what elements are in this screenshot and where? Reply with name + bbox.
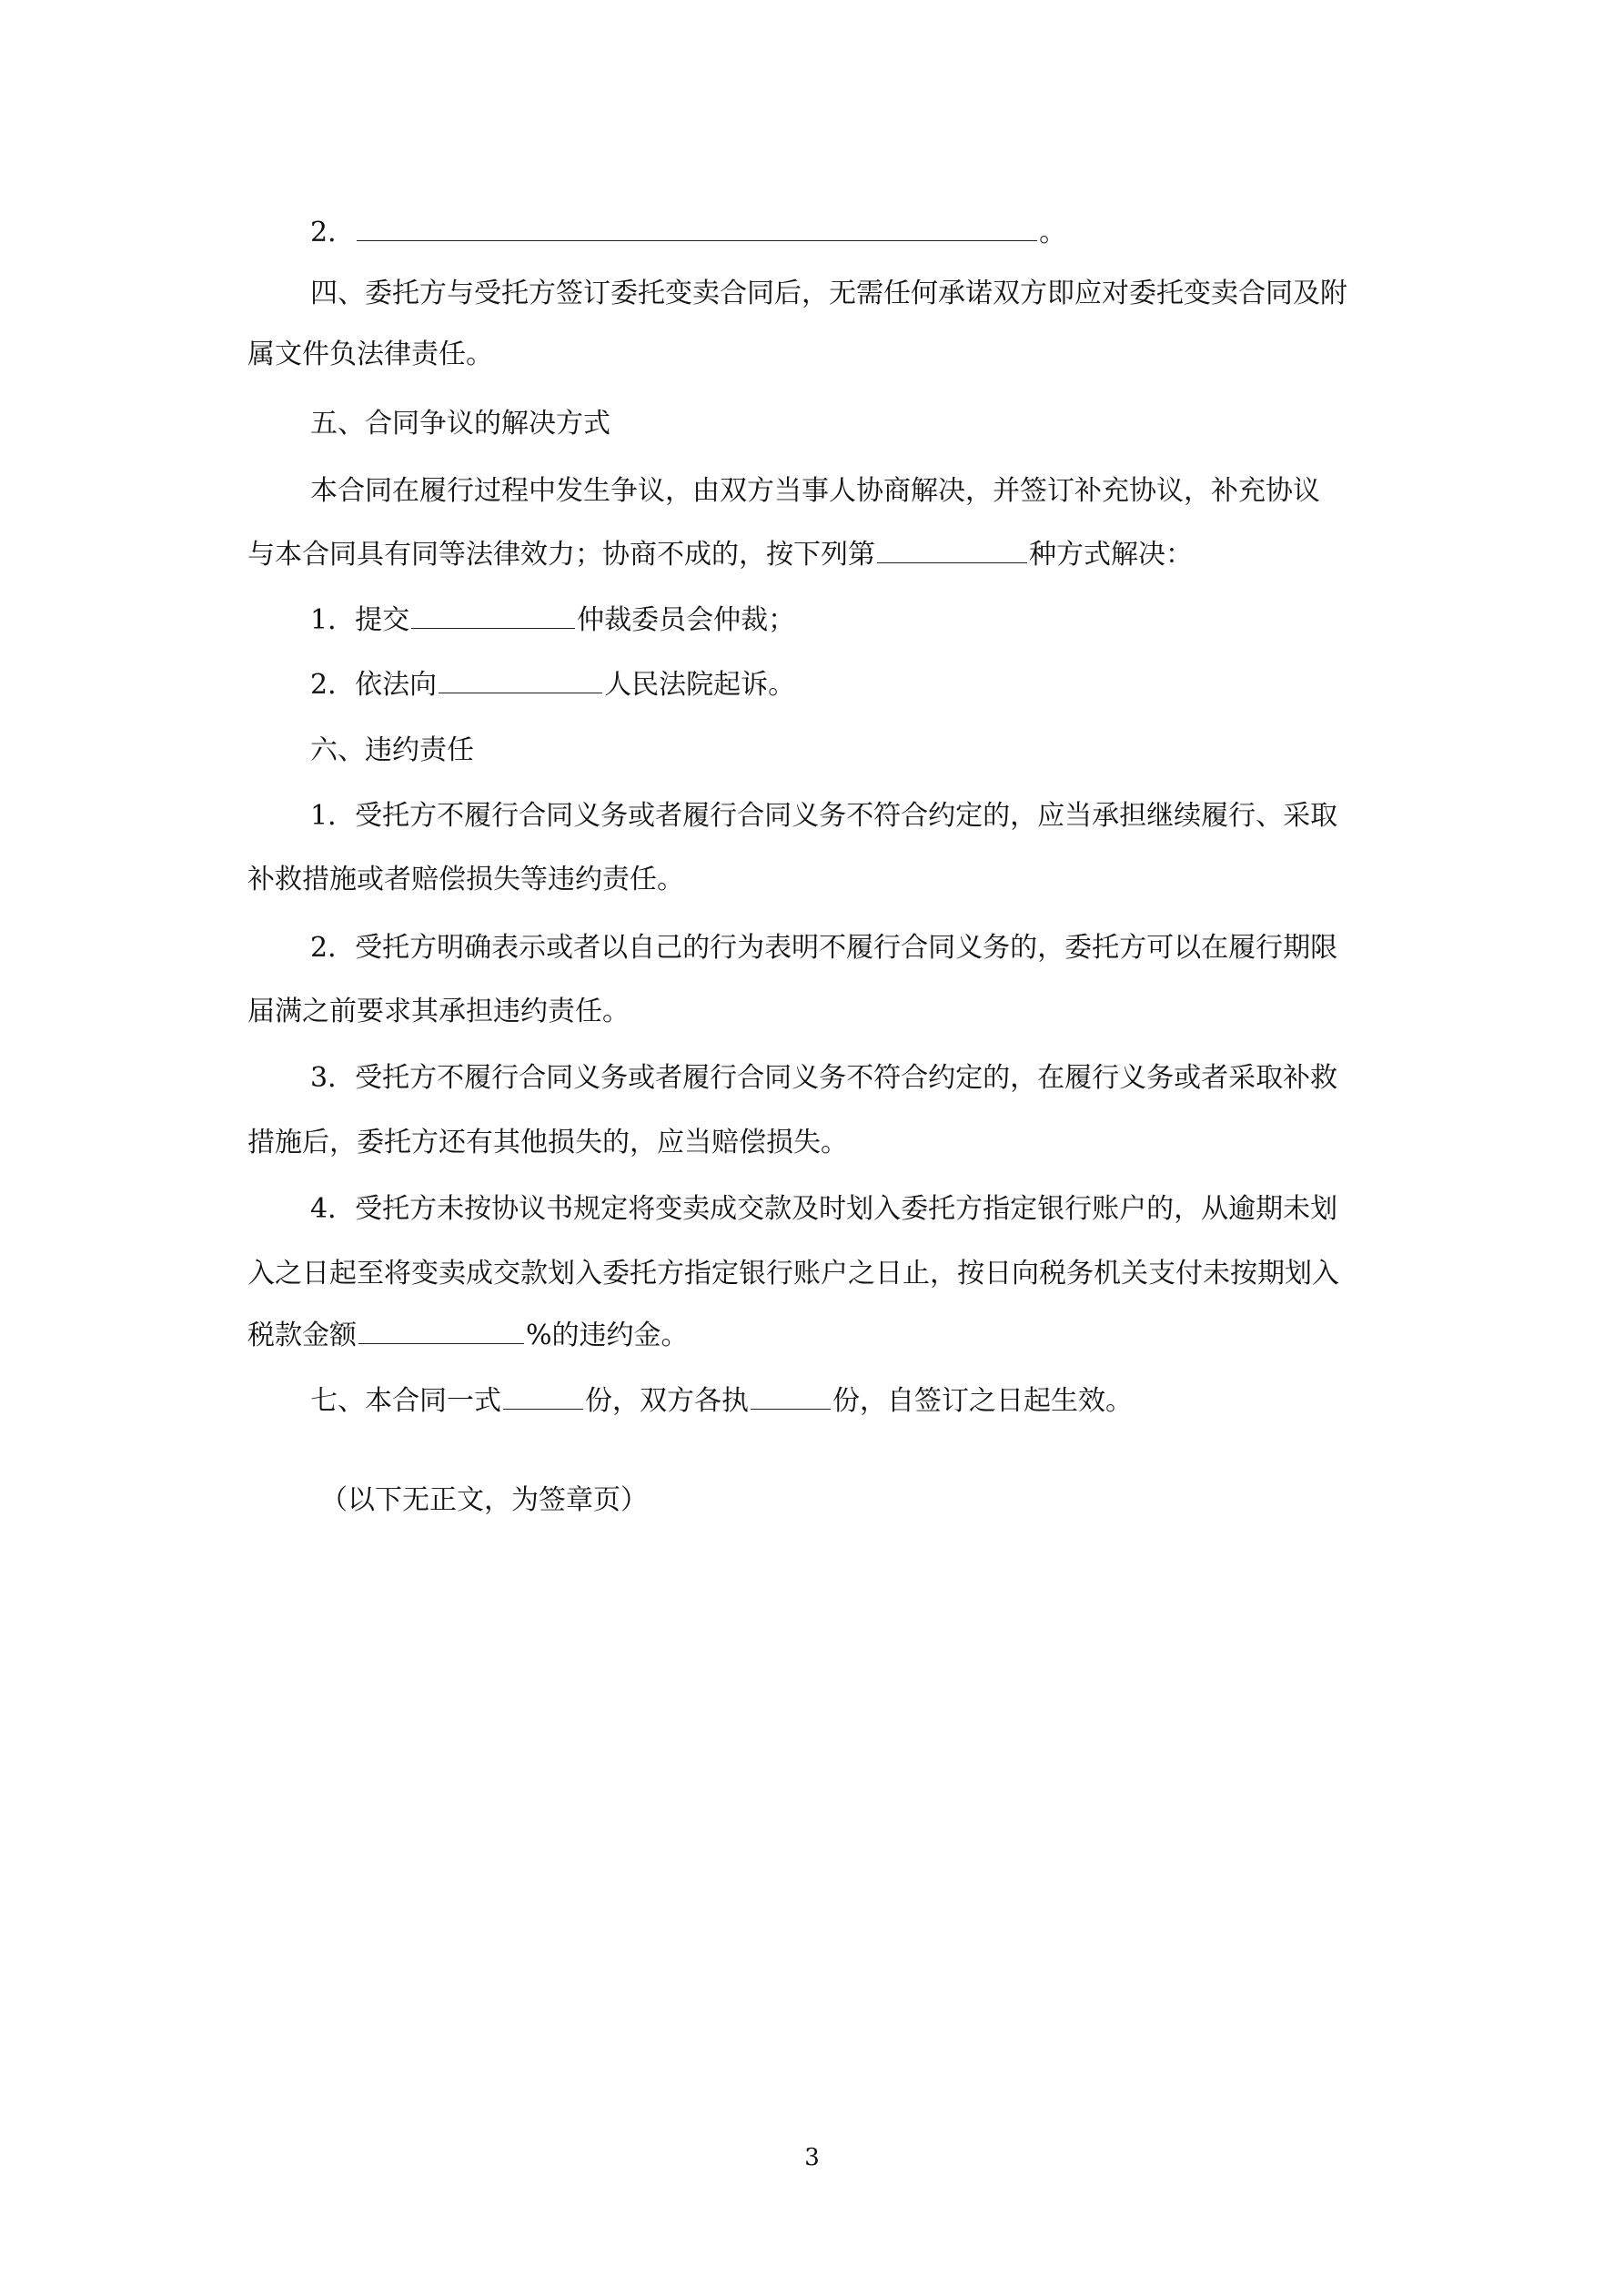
- disputes-paragraph-line-2: 与本合同具有同等法律效力；协商不成的，按下列第 种方式解决：: [247, 539, 1193, 571]
- clause-4-line-1: 四、委托方与受托方签订委托变卖合同后，无需任何承诺双方即应对委托变卖合同及附: [310, 278, 1347, 309]
- liability-item-3-line-2: 措施后，委托方还有其他损失的，应当赔偿损失。: [247, 1127, 848, 1158]
- blank-field: [877, 539, 1027, 563]
- liability-item-3-line-1: 3．受托方不履行合同义务或者履行合同义务不符合约定的，在履行义务或者采取补救: [310, 1062, 1338, 1094]
- clause-4-line-2: 属文件负法律责任。: [247, 339, 493, 370]
- disputes-option-1: 1．提交 仲裁委员会仲裁；: [310, 604, 796, 636]
- liability-item-4-line-2: 入之日起至将变卖成交款划入委托方指定银行账户之日止，按日向税务机关支付未按期划入: [247, 1258, 1339, 1290]
- clause-7-copies: 七、本合同一式 份，双方各执 份，自签订之日起生效。: [310, 1385, 1133, 1417]
- blank-field: [751, 1385, 831, 1410]
- section-heading-disputes: 五、合同争议的解决方式: [310, 408, 610, 440]
- blank-field: [439, 669, 602, 693]
- blank-field: [357, 217, 1037, 241]
- page-number: 3: [804, 2144, 820, 2171]
- disputes-paragraph-line-1: 本合同在履行过程中发生争议，由双方当事人协商解决，并签订补充协议，补充协议: [310, 475, 1320, 507]
- liability-item-1-line-1: 1．受托方不履行合同义务或者履行合同义务不符合约定的，应当承担继续履行、采取: [310, 800, 1338, 832]
- liability-item-2-line-1: 2．受托方明确表示或者以自己的行为表明不履行合同义务的，委托方可以在履行期限: [310, 932, 1338, 964]
- liability-item-4-line-3: 税款金额 %的违约金。: [247, 1320, 689, 1351]
- liability-item-1-line-2: 补救措施或者赔偿损失等违约责任。: [247, 864, 684, 895]
- blank-field: [358, 1320, 524, 1344]
- clause-3-item-2: 2． 。: [310, 217, 1067, 248]
- liability-item-4-line-1: 4．受托方未按协议书规定将变卖成交款及时划入委托方指定银行账户的，从逾期未划: [310, 1193, 1338, 1225]
- no-more-text-note: （以下无正文，为签章页）: [320, 1484, 648, 1516]
- liability-item-2-line-2: 届满之前要求其承担违约责任。: [247, 996, 630, 1027]
- blank-field: [503, 1385, 583, 1410]
- disputes-option-2: 2．依法向 人民法院起诉。: [310, 669, 796, 701]
- blank-field: [411, 604, 575, 629]
- section-heading-liability: 六、违约责任: [310, 734, 474, 766]
